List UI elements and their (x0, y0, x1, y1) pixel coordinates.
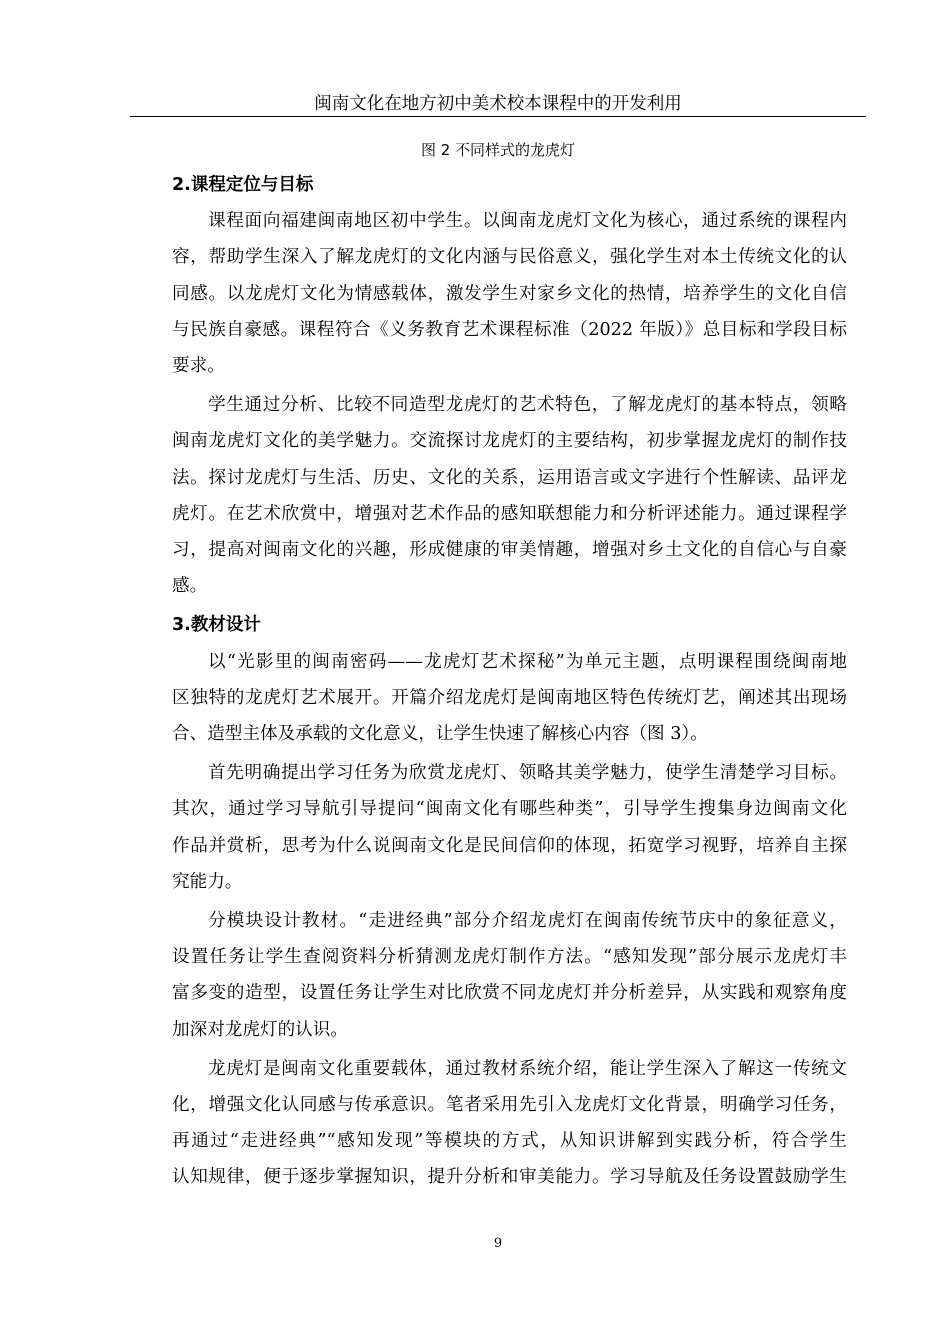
paragraph-line: 富多变的造型，设置任务让学生对比欣赏不同龙虎灯并分析差异，从实践和观察角度 (172, 983, 847, 1004)
section-heading-course-positioning: 2.课程定位与目标 (172, 175, 314, 195)
paragraph-line: 合、造型主体及承载的文化意义，让学生快速了解核心内容（图 3）。 (172, 724, 708, 745)
section-heading-textbook-design: 3.教材设计 (172, 615, 261, 636)
paragraph (136, 644, 847, 753)
paragraph (136, 1051, 847, 1196)
paragraph-line: 龙虎灯是闽南文化重要载体，通过教材系统介绍，能让学生深入了解这一传统文 (208, 1058, 847, 1079)
page-header: 闽南文化在地方初中美术校本课程中的开发利用 (314, 94, 682, 114)
paragraph-line: 作品并赏析，思考为什么说闽南文化是民间信仰的体现，拓宽学习视野，培养自主探 (172, 835, 847, 856)
figure-caption: 图 2 不同样式的龙虎灯 (420, 141, 576, 159)
paragraph-line: 以“光影里的闽南密码——龙虎灯艺术探秘”为单元主题，点明课程围绕闽南地 (208, 651, 847, 672)
paragraph-line: 首先明确提出学习任务为欣赏龙虎灯、领略其美学魅力，使学生清楚学习目标。 (208, 763, 847, 784)
paragraph-line: 要求。 (172, 356, 225, 377)
paragraph (136, 387, 847, 604)
paragraph-line: 化，增强文化认同感与传承意识。笔者采用先引入龙虎灯文化背景，明确学习任务， (172, 1095, 847, 1116)
paragraph-line: 闽南龙虎灯文化的美学魅力。交流探讨龙虎灯的主要结构，初步掌握龙虎灯的制作技 (172, 431, 847, 452)
paragraph-line: 设置任务让学生查阅资料分析猜测龙虎灯制作方法。“感知发现”部分展示龙虎灯丰 (172, 947, 847, 968)
paragraph-line: 其次，通过学习导航引导提问“闽南文化有哪些种类”，引导学生搜集身边闽南文化 (172, 799, 847, 820)
paragraph-line: 习，提高对闽南文化的兴趣，形成健康的审美情趣，增强对乡土文化的自信心与自豪 (172, 540, 847, 561)
paragraph-line: 感。 (172, 576, 208, 597)
paragraph-line: 究能力。 (172, 871, 243, 892)
paragraph-line: 再通过“走进经典”“感知发现”等模块的方式，从知识讲解到实践分析，符合学生 (172, 1131, 847, 1152)
paragraph-line: 与民族自豪感。课程符合《义务教育艺术课程标准（2022 年版）》总目标和学段目标 (172, 319, 847, 340)
document-body (136, 167, 847, 1196)
paragraph-line: 容，帮助学生深入了解龙虎灯的文化内涵与民俗意义，强化学生对本土传统文化的认 (172, 247, 847, 268)
paragraph-line: 法。探讨龙虎灯与生活、历史、文化的关系，运用语言或文字进行个性解读、品评龙 (172, 467, 847, 488)
paragraph-line: 加深对龙虎灯的认识。 (172, 1019, 348, 1040)
paragraph (136, 203, 847, 384)
paragraph-line: 学生通过分析、比较不同造型龙虎灯的艺术特色，了解龙虎灯的基本特点，领略 (208, 395, 847, 416)
page-number: 9 (493, 1236, 503, 1251)
paragraph-line: 虎灯。在艺术欣赏中，增强对艺术作品的感知联想能力和分析评述能力。通过课程学 (172, 503, 847, 524)
paragraph-line: 同感。以龙虎灯文化为情感载体，激发学生对家乡文化的热情，培养学生的文化自信 (172, 283, 847, 304)
paragraph-line: 分模块设计教材。“走进经典”部分介绍龙虎灯在闽南传统节庆中的象征意义， (208, 911, 847, 932)
paragraph (136, 755, 847, 900)
paragraph (136, 903, 847, 1048)
paragraph-line: 认知规律，便于逐步掌握知识，提升分析和审美能力。学习导航及任务设置鼓励学生 (172, 1167, 847, 1188)
paragraph-line: 课程面向福建闽南地区初中学生。以闽南龙虎灯文化为核心，通过系统的课程内 (208, 211, 847, 232)
paragraph-line: 区独特的龙虎灯艺术展开。开篇介绍龙虎灯是闽南地区特色传统灯艺，阐述其出现场 (172, 687, 847, 708)
header-rule (130, 116, 866, 117)
